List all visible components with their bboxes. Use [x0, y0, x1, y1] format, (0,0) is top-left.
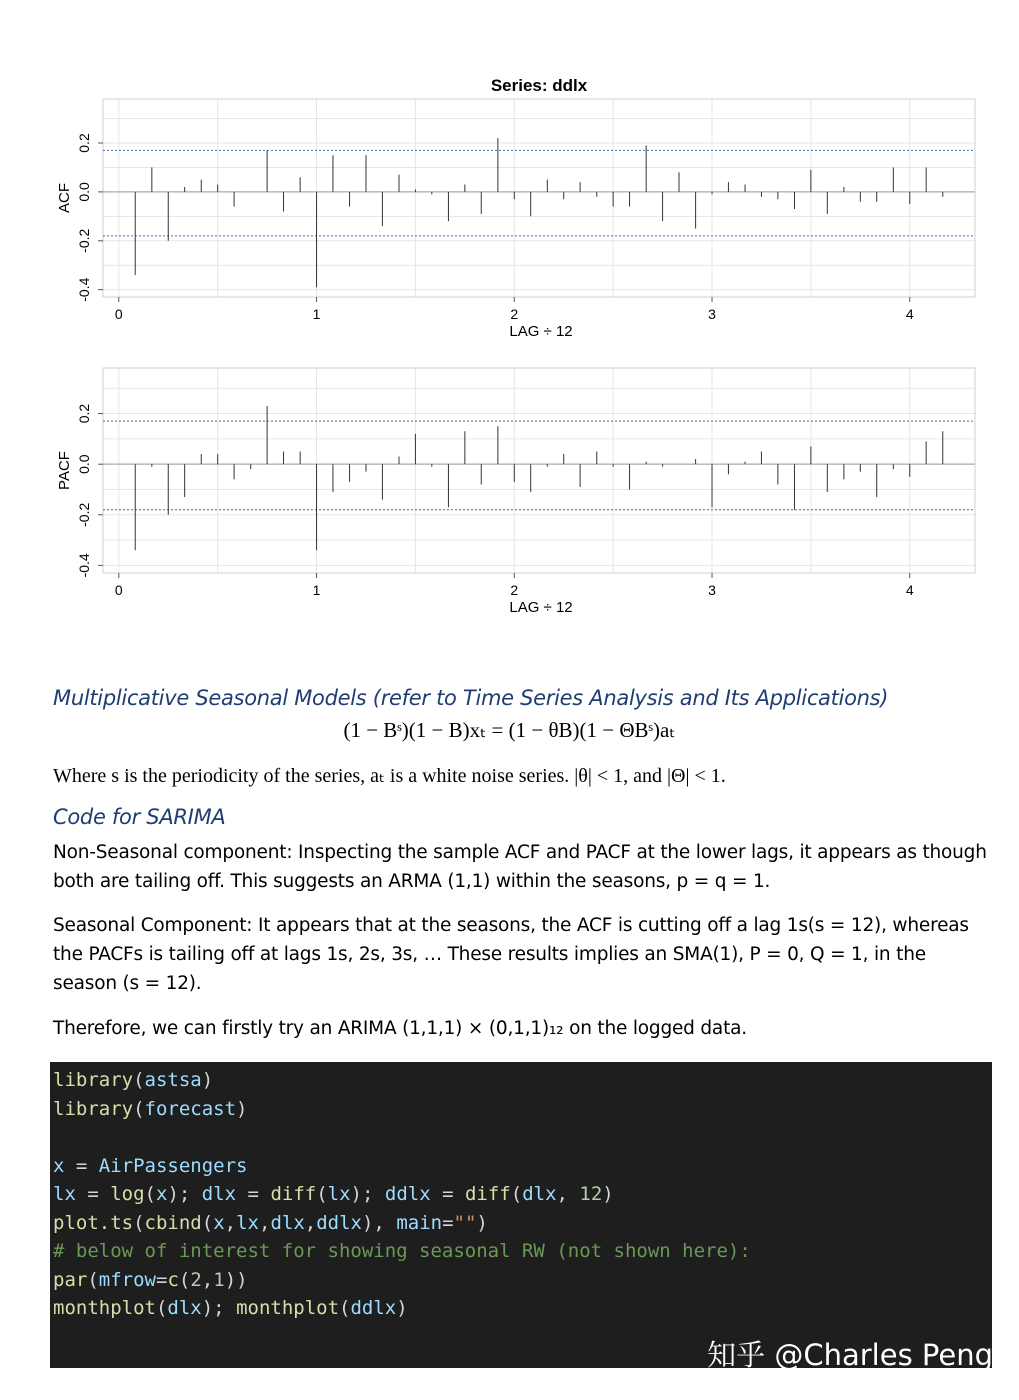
sarima-formula: (1 − Bˢ)(1 − B)xₜ = (1 − θB)(1 − ΘBˢ)aₜ: [343, 718, 676, 742]
chart-0-xlabel: LAG ÷ 12: [509, 323, 573, 340]
code-token: forecast: [144, 1097, 237, 1120]
acf-plot-svg: [0, 70, 1019, 345]
pacf-plot-svg: [0, 345, 1019, 630]
para-nonseasonal-text: Non-Seasonal component: Inspecting the sample ACF and PACF at the lower lags, it appears as though both are tailing off. This suggests an ARMA (1,1) within the seasons, p = q = 1.: [53, 842, 987, 892]
code-token: );: [350, 1183, 385, 1205]
code-token: mfrow: [98, 1268, 156, 1291]
code-token: (: [155, 1297, 168, 1319]
code-token: ): [201, 1069, 214, 1091]
code-line: [53, 1294, 992, 1323]
code-token: monthplot: [236, 1297, 340, 1319]
chart-0-ytick-label: 0.0: [76, 182, 92, 202]
code-token: =: [75, 1183, 111, 1205]
chart-0-xtick-label: 3: [708, 306, 716, 322]
code-token: ddlx: [384, 1183, 431, 1205]
chart-0-ytick-label: -0.4: [76, 277, 92, 302]
para-seasonal: [53, 911, 993, 998]
code-token: library: [53, 1097, 134, 1120]
code-token: (: [144, 1183, 156, 1205]
code-token: main: [396, 1211, 443, 1234]
chart-1-ytick-label: 0.0: [76, 454, 92, 474]
code-token: 12: [579, 1183, 603, 1205]
where-line: Where s is the periodicity of the series, aₜ is a white noise series. |θ| < 1, and |Θ| < 1.: [53, 765, 726, 787]
watermark: 知乎 @Charles Peng: [707, 1338, 993, 1372]
code-block: [50, 1062, 992, 1368]
code-token: "": [453, 1211, 477, 1234]
code-token: =: [64, 1154, 99, 1177]
code-token: =: [430, 1183, 465, 1205]
code-token: dlx: [270, 1211, 305, 1234]
chart-0-ytick-label: -0.2: [76, 228, 92, 253]
chart-0-ytick-label: 0.2: [76, 133, 92, 153]
code-token: ,: [224, 1211, 237, 1234]
code-token: (: [133, 1069, 145, 1091]
heading-code-sarima: Code for SARIMA: [53, 805, 226, 829]
code-token: ,: [258, 1211, 271, 1234]
code-token: lx: [53, 1183, 76, 1205]
pacf-chart: [0, 345, 1019, 630]
code-token: diff: [464, 1183, 511, 1205]
code-token: (: [316, 1183, 328, 1205]
code-line: [53, 1095, 992, 1124]
code-token: plot.ts: [53, 1211, 134, 1234]
chart-0-title: Series: ddlx: [490, 76, 588, 95]
code-token: ),: [361, 1211, 397, 1234]
code-token: lx: [236, 1211, 259, 1234]
code-token: );: [201, 1297, 237, 1319]
chart-0-xtick-label: 1: [312, 306, 321, 322]
code-token: ): [476, 1211, 488, 1234]
chart-0-xtick-label: 2: [510, 306, 519, 322]
code-token: dlx: [201, 1183, 237, 1205]
code-token: ddlx: [316, 1211, 362, 1234]
code-line: [53, 1180, 992, 1209]
code-token: ): [396, 1297, 408, 1319]
code-token: x: [213, 1211, 225, 1234]
chart-0-xtick-label: 0: [114, 306, 123, 322]
code-token: ,: [201, 1268, 214, 1291]
code-token: cbind: [144, 1211, 202, 1234]
chart-1-xtick-label: 0: [114, 582, 123, 598]
code-text: [50, 1062, 992, 1323]
code-token: (: [133, 1211, 145, 1234]
chart-1-xtick-label: 1: [312, 582, 321, 598]
code-token: ,: [556, 1183, 580, 1205]
code-token: )): [224, 1268, 248, 1291]
code-token: ): [602, 1183, 614, 1205]
code-token: (: [87, 1268, 99, 1291]
chart-0-ylabel: ACF: [56, 183, 73, 213]
code-token: =: [155, 1268, 168, 1291]
code-line: [53, 1152, 992, 1181]
code-token: =: [236, 1183, 271, 1205]
code-token: (: [510, 1183, 523, 1205]
code-token: ): [236, 1097, 248, 1120]
code-token: astsa: [144, 1069, 202, 1091]
code-token: );: [167, 1183, 202, 1205]
code-line: [53, 1266, 992, 1295]
code-token: dlx: [167, 1297, 202, 1319]
code-token: =: [442, 1211, 454, 1234]
code-token: log: [110, 1183, 145, 1205]
code-token: monthplot: [53, 1297, 156, 1319]
code-token: AirPassengers: [98, 1154, 248, 1177]
chart-1-xtick-label: 2: [510, 582, 519, 598]
chart-0-xtick-label: 4: [905, 306, 914, 322]
chart-1-ytick-label: 0.2: [76, 403, 92, 424]
heading-multiplicative-models: Multiplicative Seasonal Models (refer to Time Series Analysis and Its Applications): [53, 686, 889, 710]
code-token: ddlx: [350, 1297, 397, 1319]
code-token: (: [178, 1268, 191, 1291]
para-seasonal-text: Seasonal Component: It appears that at the seasons, the ACF is cutting off a lag 1s(s = 12), whereas the PACFs is tailing off at lags 1s, 2s, 3s, … These results implies an SMA(1), P = 0, Q = 1, in the season (s = 12).: [53, 915, 969, 994]
chart-1-xtick-label: 4: [905, 582, 914, 598]
code-token: (: [339, 1297, 351, 1319]
code-token: 1: [213, 1268, 225, 1291]
code-token: dlx: [522, 1183, 557, 1205]
code-token: library: [53, 1069, 134, 1091]
chart-1-ytick-label: -0.2: [76, 502, 92, 527]
code-line: [53, 1123, 992, 1152]
code-token: diff: [270, 1183, 317, 1205]
code-token: par: [53, 1268, 88, 1291]
para-nonseasonal: [53, 838, 993, 896]
code-token: x: [53, 1154, 65, 1177]
code-line: [53, 1209, 992, 1238]
code-token: # below of interest for showing seasonal RW (not shown here):: [53, 1240, 751, 1262]
code-token: ,: [304, 1211, 317, 1234]
chart-1-ytick-label: -0.4: [76, 553, 92, 578]
chart-1-xtick-label: 3: [708, 582, 716, 598]
code-token: (: [201, 1211, 214, 1234]
code-token: x: [156, 1183, 168, 1205]
code-token: c: [167, 1268, 179, 1291]
para-therefore: [53, 1014, 993, 1043]
code-line: [53, 1066, 992, 1095]
code-token: 2: [190, 1268, 202, 1291]
chart-1-xlabel: LAG ÷ 12: [509, 599, 573, 616]
acf-chart: [0, 70, 1019, 345]
para-therefore-text: Therefore, we can firstly try an ARIMA (1,1,1) × (0,1,1)₁₂ on the logged data.: [53, 1018, 747, 1039]
code-token: (: [133, 1097, 145, 1120]
code-token: lx: [327, 1183, 351, 1205]
code-line: [53, 1237, 992, 1266]
chart-1-ylabel: PACF: [56, 451, 73, 490]
